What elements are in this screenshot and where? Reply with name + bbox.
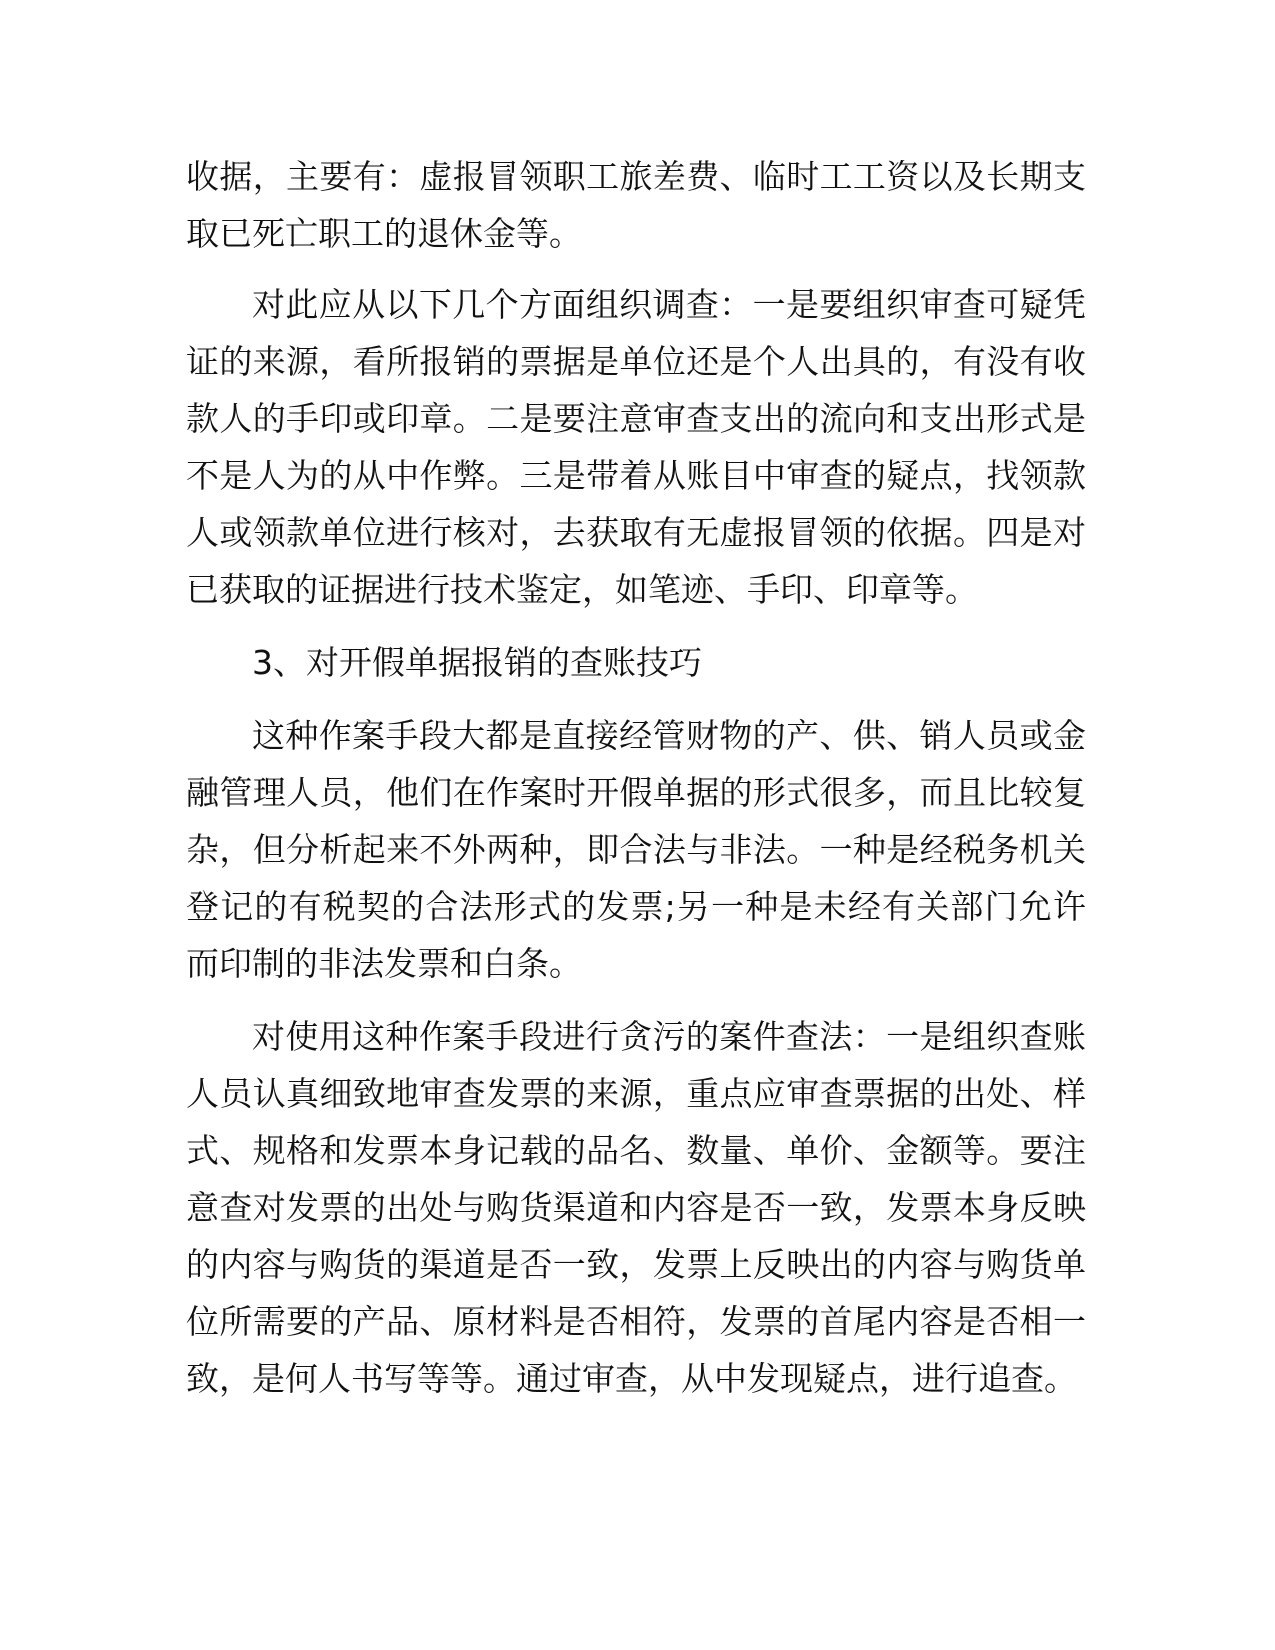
paragraph-continuation: 收据，主要有：虚报冒领职工旅差费、临时工工资以及长期支取已死亡职工的退休金等。 (186, 157, 1086, 253)
section-heading-fake-receipts: 3、对开假单据报销的查账技巧 (252, 643, 702, 682)
paragraph-fake-receipt-types: 这种作案手段大都是直接经管财物的产、供、销人员或金融管理人员，他们在作案时开假单据的形式很多，而且比较复杂，但分析起来不外两种，即合法与非法。一种是经税务机关登记的有税契的合法形式的发票;另一种是未经有关部门允许而印制的非法发票和白条。 (186, 716, 1086, 983)
paragraph-audit-procedure: 对使用这种作案手段进行贪污的案件查法：一是组织查账人员认真细致地审查发票的来源，重点应审查票据的出处、样式、规格和发票本身记载的品名、数量、单价、金额等。要注意查对发票的出处与购货渠道和内容是否一致，发票本身反映的内容与购货的渠道是否一致，发票上反映出的内容与购货单位所需要的产品、原材料是否相符，发票的首尾内容是否相一致，是何人书写等等。通过审查，从中发现疑点，进行追查。 (186, 1017, 1086, 1398)
document-body (186, 148, 1086, 1407)
paragraph-investigation-methods: 对此应从以下几个方面组织调查：一是要组织审查可疑凭证的来源，看所报销的票据是单位还是个人出具的，有没有收款人的手印或印章。二是要注意审查支出的流向和支出形式是不是人为的从中作弊。三是带着从账目中审查的疑点，找领款人或领款单位进行核对，去获取有无虚报冒领的依据。四是对已获取的证据进行技术鉴定，如笔迹、手印、印章等。 (186, 285, 1086, 609)
